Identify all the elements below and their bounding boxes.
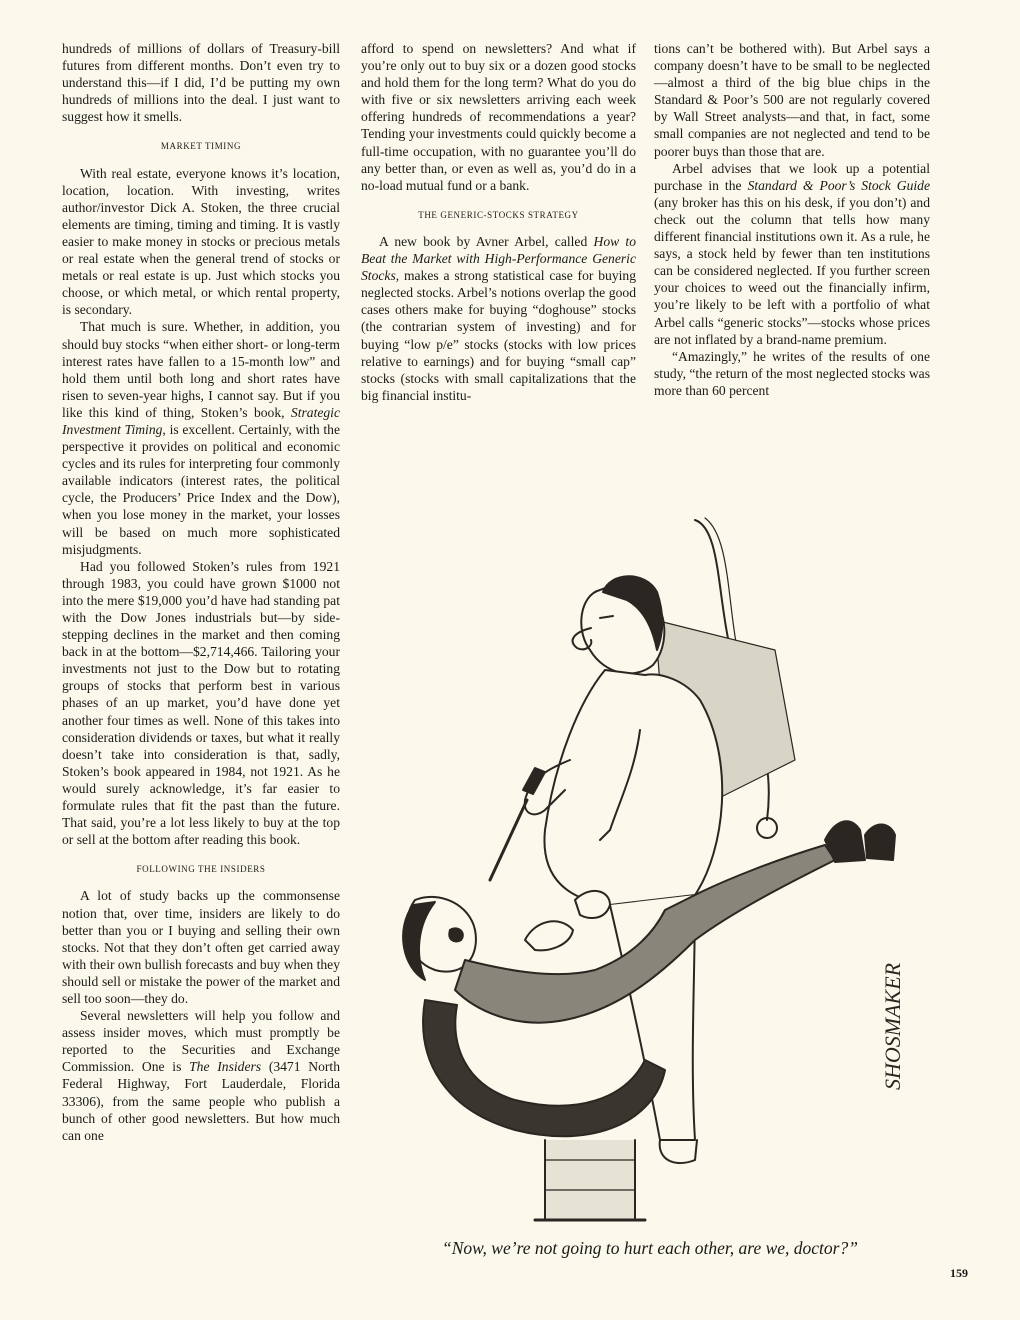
paragraph: Had you followed Stoken’s rules from 1921 through 1983, you could have grown $1000 not into the mere $19,000 you’d have had standing pat with the Dow Jones industrials but—by side-stepping declines in the market and then coming back in at the bottom—$2,714,466. Tailoring your investments not just to the Dow but to rotating groups of stocks that perform best in various phases of an up market, you’d have done yet another four times as well. None of this takes into consideration dividends or taxes, but what it really doesn’t take into consideration is that, sadly, Stoken’s book appeared in 1984, not 1921. As he would surely acknowledge, it’s far easier to formulate rules that fit the past than the future. That said, you’re a lot less likely to buy at the top or sell at the bottom after reading this book. (62, 558, 340, 848)
paragraph: afford to spend on newsletters? And what if you’re only out to buy six or a dozen good stocks and hold them for the long term? What do you do with five or six newsletters arriving each week offering hundreds of recommendations a year? Tending your investments could quickly become a full-time occupation, with no guarantee you’ll do any better than, or even as well as, you’d do in a no-load mutual fund or a bank. (361, 41, 636, 193)
syringe (490, 800, 527, 880)
section-heading-market-timing: MARKET TIMING (160, 141, 242, 152)
column-1 (62, 40, 340, 1144)
paragraph (62, 318, 340, 557)
column-3 (654, 40, 930, 399)
paragraph: hundreds of millions of dollars of Treasury-bill futures from different months. Don’t even try to understand this—if I did, I’d be putting my own hundreds of millions into the deal. I just want to suggest how it smells. (62, 41, 340, 125)
paragraph: With real estate, everyone knows it’s location, location, location. With investing, writes author/investor Dick A. Stoken, the three crucial elements are timing, timing and timing. It is vastly easier to make money in stocks or precious metals or real estate when the general trend of stocks or metals or real estate is up. Just which stocks you choose, or which metal, or which rental property, is secondary. (62, 165, 340, 318)
paragraph (654, 160, 930, 348)
text: , is excellent. Certainly, with the perspective it provides on political and economic cycles and its rules for interpreting four commonly available indicators (interest rates, the political cycle, the Producers’ Price Index and the Dow), when you lose money in the market, your losses will be based on much more sophisticated misjudgments. (62, 421, 340, 557)
dentist-coat (544, 670, 722, 905)
section-heading-generic-stocks: THE GENERIC-STOCKS STRATEGY (418, 209, 579, 220)
dental-chair-base (545, 1140, 635, 1220)
cartoon-illustration (395, 500, 925, 1240)
text: , makes a strong statistical case for buying neglected stocks. Arbel’s notions overlap the good cases others make for buying “doghouse” stocks (the contrarian system of investing) and for buying “low p/e” stocks (stocks with low prices relative to earnings) and for buying “small cap” stocks (stocks with small capitalizations that the big financial institu- (361, 268, 636, 403)
book-title: Strategic Investment Timing (62, 404, 340, 437)
patient-hand (525, 921, 573, 950)
section-heading-insiders: FOLLOWING THE INSIDERS (136, 864, 266, 875)
paragraph: “Amazingly,” he writes of the results of one study, “the return of the most neglected stocks was more than 60 percent (654, 348, 930, 398)
paragraph: A lot of study backs up the commonsense notion that, over time, insiders are likely to do better than you or I buying and selling their own stocks. Not that they don’t often get carried away with their own bullish forecasts and buy when they should sell or mistake the power of the market and sell too soon—they do. (62, 888, 340, 1006)
column-2 (361, 40, 636, 404)
text: Several newsletters will help you follow and assess insider moves, which must promptly be reported to the Securities and Exchange Commission. One is (62, 1008, 340, 1075)
text: (3471 North Federal Highway, Fort Lauderdale, Florida 33306), from the same people who publish a bunch of other good newsletters. But how much can one (62, 1059, 340, 1143)
patient-mouth (449, 928, 462, 941)
paragraph (361, 233, 636, 404)
patient-hand-right (575, 891, 610, 918)
newsletter-title: The Insiders (189, 1059, 262, 1075)
text: A new book by Avner Arbel, called (379, 233, 594, 249)
text: Arbel advises that we look up a potential purchase in the (654, 160, 930, 193)
artist-signature: SHOSMAKER (880, 962, 905, 1090)
cartoon-caption: “Now, we’re not going to hurt each other, are we, doctor?” (442, 1238, 858, 1258)
book-title: How to Beat the Market with High-Performance Generic Stocks (361, 233, 637, 284)
paragraph: tions can’t be bothered with). But Arbel says a company doesn’t have to be small to be neglected—almost a third of the big blue chips in the Standard & Poor’s 500 are not regularly covered by Wall Street analysts—and that, in fact, some small companies are not neglected and tend to be poorer buys than those that are. (654, 41, 930, 159)
book-title: Standard & Poor’s Stock Guide (747, 177, 930, 193)
text: That much is sure. Whether, in addition, you should buy stocks “when either short- or long-term interest rates have fallen to a 15-month low” and hold them until both long and short rates have risen to seven-year highs, I cannot say. But if you like this kind of thing, Stoken’s book, (62, 319, 340, 420)
paragraph (62, 1007, 340, 1144)
patient-shoe-2 (865, 824, 895, 860)
text: (any broker has this on his desk, if you don’t) and check out the column that tells how many different financial institutions own it. As a rule, he says, a stock held by fewer than ten institutions can be considered neglected. If you further screen your choices to weed out the financially infirm, you’re likely to be left with a portfolio of what Arbel calls “generic stocks”—stocks whose prices are not inflated by a brand-name premium. (654, 194, 930, 347)
page-number: 159 (950, 1266, 968, 1280)
